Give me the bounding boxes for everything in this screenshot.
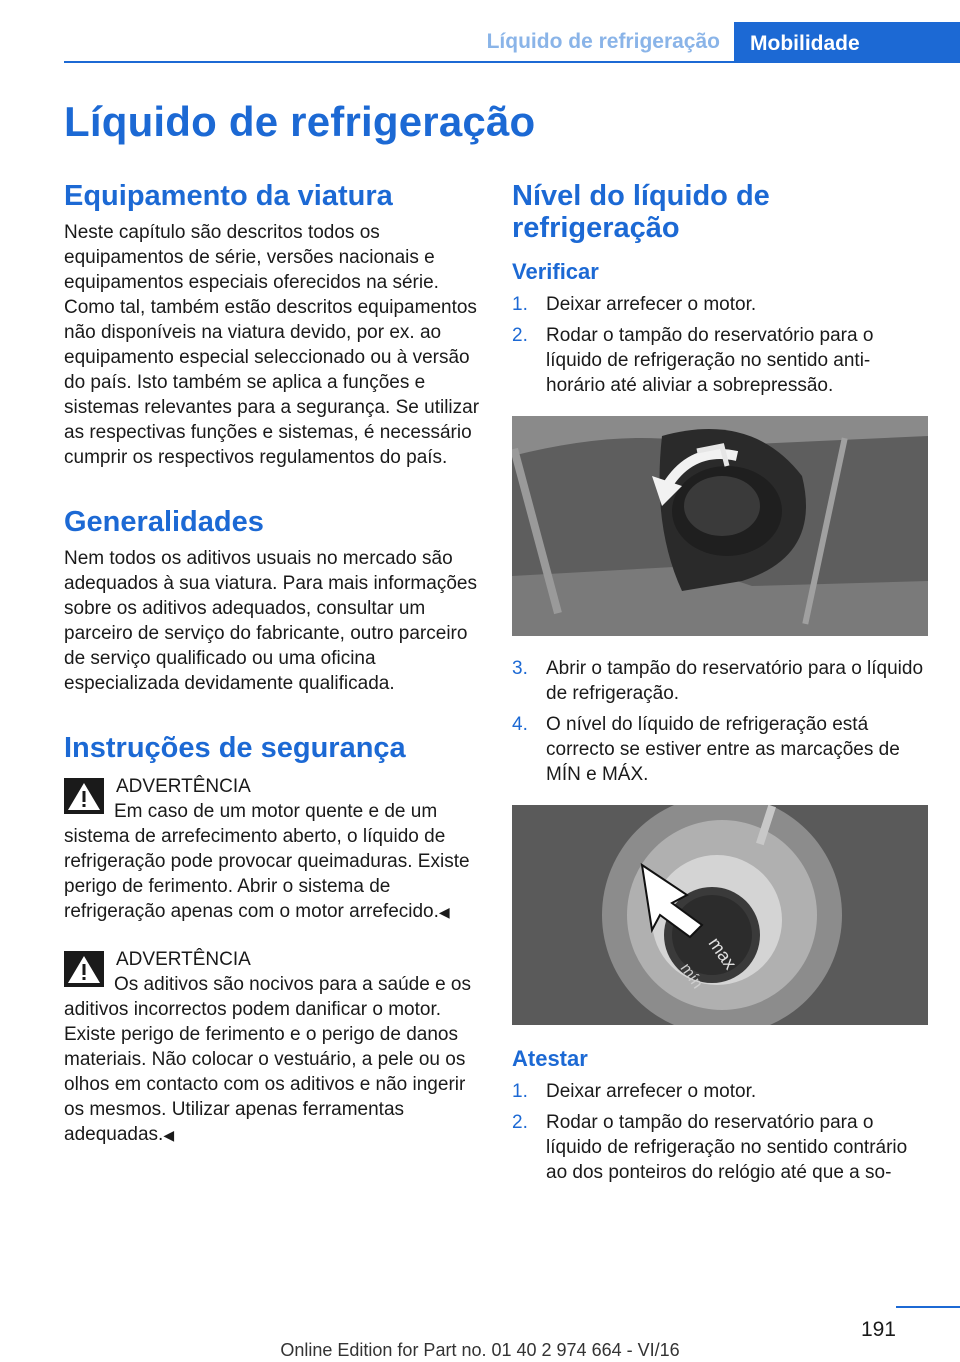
list-item: 2. Rodar o tampão do reservatório para o líquido de refrigeração no sentido anti-horário até aliviar a sobrepressão.: [512, 325, 874, 396]
warning-triangle-icon: [64, 778, 104, 814]
warning-triangle-icon: [64, 951, 104, 987]
max-marking: max: [704, 933, 741, 974]
equipment-text: Neste capítulo são descritos todos os equipamentos de série, versões nacionais e equipamentos especiais oferecidos na série. Como tal, também estão descritos equipamentos não disponíveis na viatura devido, por ex. ao equipamento especial seleccionado ou à versão do país. Isto também se aplica a funções e sistemas relevantes para a segurança. Se utilizar as respectivas funções e sistemas, é necessário cumprir os respectivos regulamentos do país.: [64, 222, 480, 468]
check-subheading: Verificar: [512, 259, 599, 284]
photo-reservoir-cap: [512, 416, 928, 636]
fill-steps: [512, 1079, 928, 1185]
right-column: [512, 180, 928, 1191]
list-item: 1. Deixar arrefecer o motor.: [512, 294, 757, 315]
general-text: Nem todos os aditivos usuais no mercado são adequados à sua viatura. Para mais informações sobre os aditivos adequados, consultar um parceiro de serviço do fabricante, outro parceiro de serviço qualificado ou uma oficina especializada devidamente qualificada.: [64, 548, 477, 694]
equipment-heading: Equipamento da viatura: [64, 180, 393, 212]
fill-subheading: Atestar: [512, 1046, 588, 1071]
warning-text: Em caso de um motor quente e de um sistema de arrefecimento aberto, o líquido de refrigeração pode provocar queimaduras. Existe perigo de ferimento. Abrir o sistema de refrigeração apenas com o motor arrefecido.: [64, 801, 470, 922]
page-header: [0, 0, 960, 62]
check-steps-a: [512, 292, 928, 398]
end-mark-icon: ◀: [438, 904, 450, 920]
warning-block-2: [64, 947, 482, 1148]
header-chapter-tab: Mobilidade: [734, 22, 960, 62]
warning-title: ADVERTÊNCIA: [116, 776, 251, 797]
page-title: Líquido de refrigeração: [64, 98, 536, 145]
warning-text: Os aditivos são nocivos para a saúde e os aditivos incorrectos podem danificar o motor. Existe perigo de ferimento e o perigo de danos materiais. Não colocar o vestuário, a pele ou os olhos em contacto com os aditivos e não ingerir os mesmos. Utilizar apenas ferramentas adequadas.: [64, 974, 471, 1145]
list-item: 1. Deixar arrefecer o motor.: [512, 1081, 757, 1102]
warning-block-1: [64, 774, 482, 925]
warning-title: ADVERTÊNCIA: [116, 949, 251, 970]
edition-note: Online Edition for Part no. 01 40 2 974 664 - VI/16: [280, 1340, 680, 1360]
min-marking: mín: [676, 960, 706, 993]
list-item: 2. Rodar o tampão do reservatório para o líquido de refrigeração no sentido contrário ao dos ponteiros do relógio até que a so-: [512, 1112, 908, 1183]
check-steps-b: [512, 656, 928, 787]
list-item: 3. Abrir o tampão do reservatório para o líquido de refrigeração.: [512, 658, 924, 704]
list-item: 4. O nível do líquido de refrigeração está correcto se estiver entre as marcações de MÍN e MÁX.: [512, 714, 900, 785]
photo-level-markings: [512, 805, 928, 1025]
header-section-title: Líquido de refrigeração: [486, 30, 720, 53]
header-rule: [64, 61, 960, 63]
general-heading: Generalidades: [64, 506, 264, 538]
end-mark-icon: ◀: [163, 1127, 175, 1143]
coolant-level-heading: Nível do líquido de refrigeração: [512, 180, 770, 244]
safety-heading: Instruções de segurança: [64, 732, 406, 764]
left-column: [64, 180, 482, 1148]
page-number: 191: [860, 1318, 896, 1341]
footer-rule: [896, 1306, 960, 1308]
